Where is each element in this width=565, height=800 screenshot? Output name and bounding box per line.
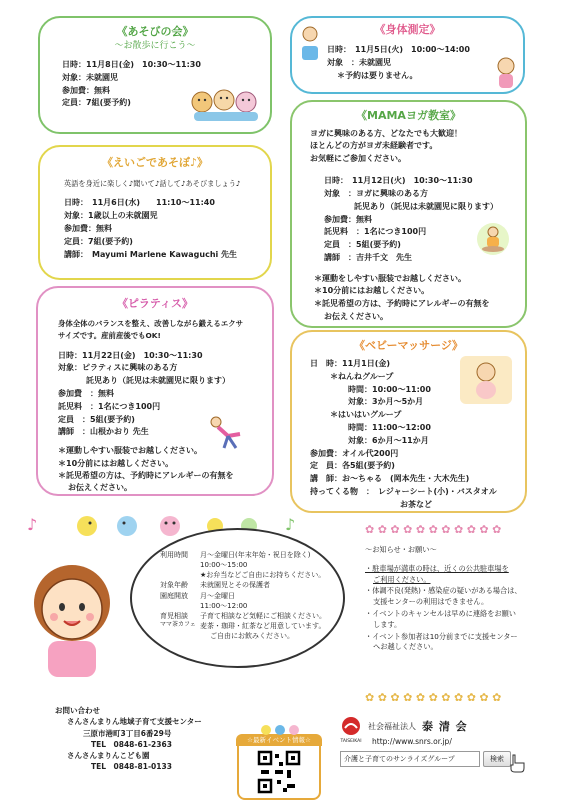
info-key-4: 園庭開放 <box>160 591 188 600</box>
svg-text:♪: ♪ <box>285 515 296 534</box>
flower-border-decoration <box>365 520 560 538</box>
pilates-title: 《ピラティス》 <box>116 297 194 310</box>
asobi-fee: 参加費：無料 <box>62 85 110 95</box>
pilates-childcare-fee: 託児料 ：1名につき100円 <box>58 401 161 411</box>
info-key-5 <box>160 601 200 611</box>
organization <box>340 716 560 748</box>
info-key-3: 対象年齢 <box>160 581 188 590</box>
baby-date: 日 時：11月1日(金) <box>310 358 391 368</box>
eigo-instructor: 講師： Mayumi Marlene Kawaguchi 先生 <box>64 249 238 259</box>
info-val-0: 月～金曜日(年末年始・祝日を除く) <box>200 551 311 559</box>
info-val-5: 11:00～12:00 <box>200 601 248 610</box>
yoga-pose-icon <box>476 222 510 256</box>
asobi-date: 日時：11月8日(金) 10:30～11:30 <box>62 59 201 69</box>
asobi-card <box>38 16 272 134</box>
pilates-instructor: 講師 ：山根かおり 先生 <box>58 427 149 437</box>
pilates-childcare-note: 託児あり（託児は未就園児に限ります） <box>86 376 230 386</box>
info-val-8: ご自由にお飲みください。 <box>210 632 294 641</box>
org-url[interactable]: http://www.snrs.or.jp/ <box>372 737 452 746</box>
pilates-note-2: ＊10分前にはお越しください。 <box>58 458 174 468</box>
mama-fee: 参加費：無料 <box>324 214 372 224</box>
flower-border-decoration-bottom <box>365 688 560 706</box>
info-key-0: 利用時間 <box>160 551 188 559</box>
notice-item-4a: ・イベント参加者は10分前までに支援センター <box>365 631 518 641</box>
contact-line-4: TEL 0848-61-2363 <box>91 739 172 749</box>
info-key-6: 育児相談 <box>160 611 188 620</box>
girl-illustration <box>18 555 128 685</box>
info-val-7: 麦茶・珈琲・紅茶など用意しています。 <box>200 621 326 630</box>
contact-line-3: 三原市港町3丁目6番29号 <box>83 728 172 738</box>
pilates-card <box>36 286 274 496</box>
eigo-title: 《えいごであそぼ♪》 <box>101 156 209 169</box>
org-prefix: 社会福祉法人 <box>368 722 416 732</box>
mama-title: 《MAMAヨガ教室》 <box>356 109 461 122</box>
notice-item-2a: ・体調不良(発熱)・感染症の疑いがある場合は、 <box>365 586 522 596</box>
mama-note-2: ＊10分前にはお越しください。 <box>314 286 430 296</box>
contact-info <box>55 705 202 773</box>
org-logo-text: TAISEIKAI <box>340 739 362 745</box>
contact-line-5: さんさんまりんこども園 <box>67 751 150 760</box>
info-key-2 <box>160 570 200 580</box>
mama-instructor: 講師 ：吉井千文 先生 <box>324 252 412 262</box>
baby-group1-target: 対象：3か月～5か月 <box>348 397 424 407</box>
stretching-woman-icon <box>206 414 246 450</box>
search-button[interactable]: 検索 <box>483 751 511 767</box>
eigo-target: 対象：1歳以上の未就園児 <box>64 211 158 221</box>
notice-item-3a: ・イベントのキャンセルは早めに連絡をお願い <box>365 608 516 618</box>
baby-bring: 持ってくる物 ： レジャーシート(小)・バスタオル <box>310 486 497 496</box>
notice-item-4b: へお越しください。 <box>373 642 438 652</box>
eigo-card <box>38 145 272 280</box>
baby-title: 《ベビーマッサージ》 <box>353 339 463 352</box>
org-name: 泰 清 会 <box>422 720 468 734</box>
pilates-capacity: 定員 ：5組(要予約) <box>58 414 135 424</box>
mama-note-1: ＊運動をしやすい服装でお越しください。 <box>314 273 466 283</box>
notice-item-1b: ご利用ください。 <box>373 574 431 584</box>
mama-capacity: 定員 ：5組(要予約) <box>324 240 401 250</box>
info-key-1 <box>160 560 200 570</box>
baby-group2-time: 時間：11:00～12:00 <box>348 422 431 432</box>
notice-item-2b: 支援センターの利用はできません。 <box>373 597 489 607</box>
svg-text:✿ ✿ ✿ ✿ ✿ ✿ ✿ ✿ ✿ ✿ ✿: ✿ ✿ ✿ ✿ ✿ ✿ ✿ ✿ ✿ ✿ ✿ <box>365 691 502 704</box>
notice-item-3b: します。 <box>373 619 402 629</box>
asobi-target: 対象：未就園児 <box>62 72 118 82</box>
eigo-capacity: 定員：7組(要予約) <box>64 236 133 246</box>
shintai-card <box>290 16 525 94</box>
baby-group2-target: 対象：6か月～11か月 <box>348 435 429 445</box>
eigo-date: 日時： 11月6日(水) 11:10～11:40 <box>64 198 215 208</box>
mama-yoga-card <box>290 100 527 328</box>
shintai-date: 日時： 11月5日(火) 10:00～14:00 <box>327 44 470 54</box>
info-val-4: 月～金曜日 <box>200 591 235 600</box>
svg-text:✿ ✿ ✿ ✿ ✿ ✿ ✿ ✿ ✿ ✿ ✿: ✿ ✿ ✿ ✿ ✿ ✿ ✿ ✿ ✿ ✿ ✿ <box>365 523 502 536</box>
birds-decoration <box>258 722 303 736</box>
info-val-2: ★お弁当などご自由にお持ちください。 <box>200 571 326 580</box>
asobi-title: 《あそびの会》 <box>116 25 194 38</box>
mama-date: 日時： 11月12日(火) 10:30～11:30 <box>324 176 473 186</box>
pilates-note-3b: お伝えください。 <box>68 483 132 493</box>
info-val-6: 子育て相談など気軽にご相談ください。 <box>200 611 326 620</box>
mama-intro-2: ほとんどの方がヨガ未経験者です。 <box>310 141 438 151</box>
baby-instructor: 講 師：お～ちゃる (岡本先生・大木先生) <box>310 474 470 484</box>
search-row <box>340 745 527 773</box>
baby-fee: 参加費：オイル代200円 <box>310 448 399 458</box>
qr-label: ☆最新イベント情報☆ <box>236 734 322 746</box>
baby-capacity: 定 員：各5組(要予約) <box>310 461 395 471</box>
eigo-fee: 参加費：無料 <box>64 223 112 233</box>
search-input[interactable]: 介護と子育てのサンライズグループ <box>340 751 480 767</box>
info-key-7: ママ茶カフェ <box>160 620 196 628</box>
shintai-title: 《身体測定》 <box>374 23 441 36</box>
info-val-3: 未就園児とその保護者 <box>200 581 270 590</box>
pilates-fee: 参加費 ：無料 <box>58 389 114 399</box>
taiseikai-logo-icon <box>340 716 362 738</box>
shintai-note: ＊予約は要りません。 <box>337 70 418 80</box>
asobi-capacity: 定員：7組(要予約) <box>62 98 131 108</box>
scale-icon <box>296 22 324 62</box>
baby-group1-name: ＊ねんねグループ <box>330 371 394 381</box>
pilates-intro-2: サイズです。産前産後でもOK! <box>58 330 161 340</box>
pilates-intro-1: 身体全体のバランスを整え、改善しながら鍛えるエクサ <box>58 318 243 328</box>
asobi-subtitle: ～お散歩に行こう～ <box>114 40 196 51</box>
pilates-note-3: ＊託児希望の方は、予約時にアレルギーの有無を <box>58 470 234 480</box>
baby-illustration <box>458 354 514 406</box>
mama-childcare-note: 託児あり（託児は未就園児に限ります） <box>354 201 498 211</box>
svg-text:♪: ♪ <box>27 515 38 534</box>
mama-note-3b: お伝えください。 <box>324 312 388 322</box>
baby-bring-2: お茶など <box>400 499 432 509</box>
pilates-date: 日時：11月22日(金) 10:30～11:30 <box>58 350 203 360</box>
info-val-1: 10:00～15:00 <box>200 561 248 570</box>
mama-intro-1: ヨガに興味のある方、どなたでも大歓迎！ <box>310 128 462 138</box>
contact-line-1: お問い合わせ <box>55 706 100 715</box>
qr-code-icon[interactable] <box>257 750 301 794</box>
pilates-target: 対象：ピラティスに興味のある方 <box>58 363 178 373</box>
pointer-hand-icon <box>507 753 527 773</box>
eigo-intro: 英語を身近に楽しく♪聞いて♪話して♪あそびましょう♪ <box>64 178 241 188</box>
child-measure-icon <box>492 56 520 92</box>
notice-heading: ～お知らせ・お願い～ <box>365 545 437 554</box>
center-info <box>160 550 326 641</box>
mama-note-3: ＊託児希望の方は、予約時にアレルギーの有無を <box>314 299 490 309</box>
animals-illustration <box>188 80 268 125</box>
baby-group1-time: 時間：10:00～11:00 <box>348 384 431 394</box>
pilates-note-1: ＊運動しやすい服装でお越しください。 <box>58 446 202 456</box>
notice-item-1a: ・駐車場が満車の時は、近くの公共駐車場を <box>365 563 509 573</box>
mama-childcare-fee: 託児料 ：1名につき100円 <box>324 227 427 237</box>
baby-massage-card <box>290 330 527 513</box>
contact-line-2: さんさんまりん地域子育て支援センター <box>67 717 202 727</box>
baby-group2-name: ＊はいはいグループ <box>330 410 402 420</box>
info-key-8 <box>160 631 200 641</box>
shintai-target: 対象 ：未就園児 <box>327 57 391 67</box>
contact-line-6: TEL 0848-81-0133 <box>91 762 172 772</box>
mama-intro-3: お気軽にご参加ください。 <box>310 153 406 163</box>
mama-target: 対象 ：ヨガに興味のある方 <box>324 188 428 198</box>
notice-section <box>365 545 560 654</box>
